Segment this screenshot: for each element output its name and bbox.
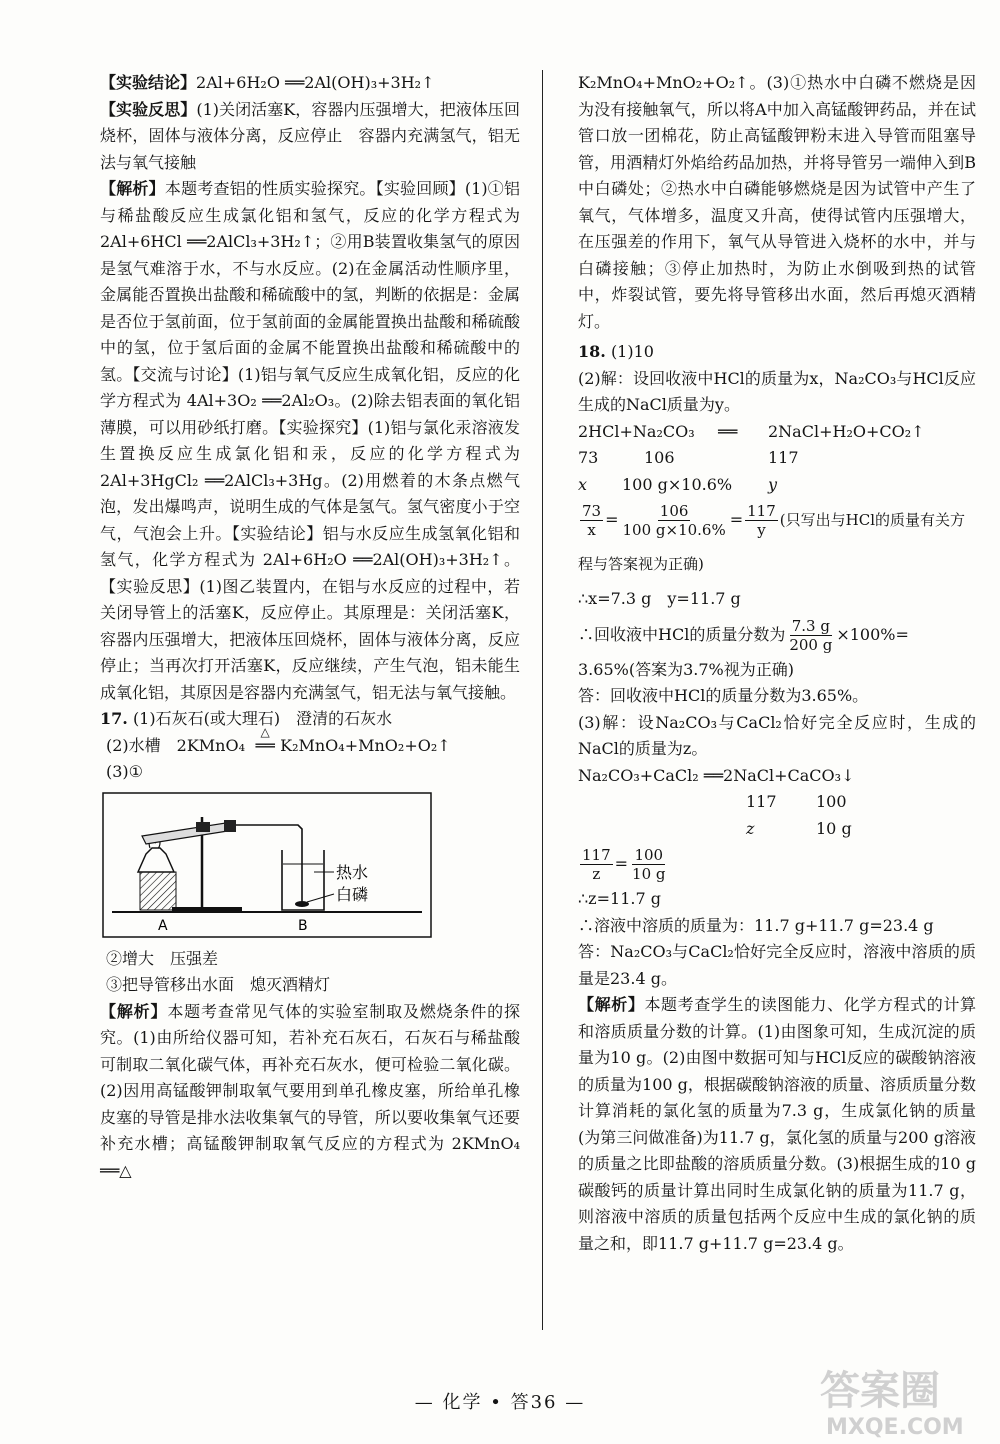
result-x-y: ∴x=7.3 g y=11.7 g bbox=[578, 589, 741, 608]
equation-2-unknowns: z 10 g bbox=[746, 818, 852, 838]
page-footer: — 化学 • 答36 — bbox=[414, 1392, 586, 1413]
q18-part3-setup: (3)解：设Na₂CO₃与CaCl₂恰好完全反应时，生成的NaCl的质量为z。 bbox=[578, 712, 976, 758]
watermark-logo bbox=[812, 1356, 988, 1440]
proportion-1: $\frac{73}{x}$ = $\frac{106}{100 g\times 10.6\%}$ = $\frac{117}{y}$ (只写出与HCl的质量有关方程与答案视为正确) bbox=[578, 502, 965, 573]
equation-1: 2HCl+Na₂CO₃ ══ 2NaCl+H₂O+CO₂↑ bbox=[578, 421, 925, 441]
label-b: B bbox=[298, 917, 308, 934]
q18-part1: 18. (1)10 bbox=[578, 342, 654, 361]
apparatus-figure bbox=[102, 792, 432, 938]
watermark-line2: MXQE.COM bbox=[826, 1415, 964, 1440]
analysis-18: 【解析】本题考查学生的读图能力、化学方程式的计算和溶质质量分数的计算。(1)由图象可知，生成沉淀的质量为10 g。(2)由图中数据可知与HCl反应的碳酸钠溶液的质量为100 g，根据碳酸钠溶液的质量、溶质质量分数计算消耗的氯化氢的质量为7.3 g，生成氯化钠的质量(为第三问做准备)为11.7 g，氯化氢的质量与200 g溶液的质量之比即盐酸的溶质质量分数。(3)根据生成的10 g碳酸钙的质量计算出同时生成氯化钠的质量为11.7 g，则溶液中溶质的质量包括两个反应中生成的氯化钠的质量之和，即11.7 g+11.7 g=23.4 g。 bbox=[578, 995, 976, 1253]
q17-part3-c: ③把导管移出水面 熄灭酒精灯 bbox=[106, 975, 331, 994]
q17-part2: (2)水槽 2KMnO₄ △ ══ K₂MnO₄+MnO₂+O₂↑ bbox=[106, 724, 451, 755]
analysis-17-cont: K₂MnO₄+MnO₂+O₂↑。(3)①热水中白磷不燃烧是因为没有接触氧气，所以将A中加入高锰酸钾药品，并在试管口放一团棉花，防止高锰酸钾粉末进入导管而阻塞导管，用酒精灯外焰给药品加热，并将导管另一端伸入到B中白磷处；②热水中白磷能够燃烧是因为试管中产生了氧气，气体增多，温度又升高，使得试管内压强增大，在压强差的作用下，氧气从导管进入烧杯的水中，并与白磷接触；③停止加热时，为防止水倒吸到热的试管中，炸裂试管，要先将导管移出水面，然后再熄灭酒精灯。 bbox=[578, 73, 976, 331]
equation-1-unknowns: x 100 g×10.6% y bbox=[578, 474, 778, 494]
analysis-16: 【解析】本题考查铝的性质实验探究。【实验回顾】(1)①铝与稀盐酸反应生成氯化铝和氢气，反应的化学方程式为 2Al+6HCl ══2AlCl₃+3H₂↑；②用B装置收集氢气的原因是氢气难溶于水，不与水反应。(2)在金属活动性顺序里，金属能否置换出盐酸和稀硫酸中的氢，判断的依据是：金属是否位于氢前面，位于氢前面的金属能置换出盐酸和稀硫酸中的氢，位于氢后面的金属不能置换出盐酸和稀硫酸中的氢。【交流与讨论】(1)铝与氧气反应生成氧化铝，反应的化学方程式为 4Al+3O₂ ══2Al₂O₃。(2)除去铝表面的氧化铝薄膜，可以用砂纸打磨。【实验探究】(1)铝与氯化汞溶液发生置换反应生成氯化铝和汞，反应的化学方程式为 2Al+3HgCl₂ ══2AlCl₃+3Hg。(2)用燃着的木条点燃气泡，发出爆鸣声，说明生成的气体是氢气。氢气密度小于空气，气泡会上升。【实验结论】铝与水反应生成氢氧化铝和氢气，化学方程式为 2Al+6H₂O ══2Al(OH)₃+3H₂↑。【实验反思】(1)图乙装置内，在铝与水反应的过程中，若关闭导管上的活塞K，反应停止。其原理是：关闭活塞K，容器内压强增大，把液体压回烧杯，固体与液体分离，反应停止；当再次打开活塞K，反应继续，产生气泡，铝未能生成氧化铝，其原因是容器内充满氢气，铝无法与氧气接触。 bbox=[100, 179, 520, 702]
experiment-reflection: 【实验反思】(1)关闭活塞K，容器内压强增大，把液体压回烧杯，固体与液体分离，反应停止 容器内充满氢气，铝无法与氧气接触 bbox=[100, 99, 520, 172]
result-z: ∴z=11.7 g bbox=[578, 889, 661, 908]
q17-part3: (3)① bbox=[106, 762, 144, 781]
result-solute: ∴溶液中溶质的质量为：11.7 g+11.7 g=23.4 g bbox=[578, 915, 934, 935]
equation-1-masses: 73 106 117 bbox=[578, 448, 799, 467]
answer-2: 答：Na₂CO₃与CaCl₂恰好完全反应时，溶液中溶质的质量是23.4 g。 bbox=[578, 942, 976, 988]
q18-part2-setup: (2)解：设回收液中HCl的质量为x，Na₂CO₃与HCl反应生成的NaCl质量为y。 bbox=[578, 368, 976, 414]
equation-2: Na₂CO₃+CaCl₂ ══2NaCl+CaCO₃↓ bbox=[578, 765, 855, 785]
label-a: A bbox=[158, 917, 168, 934]
analysis-17: 【解析】本题考查常见气体的实验室制取及燃烧条件的探究。(1)由所给仪器可知，若补充石灰石，石灰石与稀盐酸可制取二氧化碳气体，再补充石灰水，便可检验二氧化碳。(2)因用高锰酸钾制取氧气要用到单孔橡皮塞，所给单孔橡皮塞的导管是排水法收集氧气的导管，所以要收集氧气还要补充水槽；高锰酸钾制取氧气反应的方程式为 2KMnO₄ ══△ bbox=[100, 1001, 520, 1180]
answer-1: 答：回收液中HCl的质量分数为3.65%。 bbox=[578, 686, 869, 705]
proportion-2: $\frac{117}{z}$ = $\frac{100}{10 g}$ bbox=[582, 846, 666, 883]
hcl-result: 3.65%(答案为3.7%视为正确) bbox=[578, 659, 794, 679]
q17-part3-b: ②增大 压强差 bbox=[106, 948, 219, 968]
column-divider bbox=[542, 70, 543, 1330]
right-column bbox=[578, 70, 976, 1257]
hcl-fraction: ∴回收液中HCl的质量分数为 $\frac{7.3 g}{200 g}$ ×100%= bbox=[578, 616, 909, 654]
equation-2-masses: 117 100 bbox=[746, 792, 847, 811]
white-phosphorus-label: 白磷 bbox=[336, 884, 369, 904]
left-column bbox=[100, 70, 520, 1184]
experiment-conclusion: 【实验结论】2Al+6H₂O ══2Al(OH)₃+3H₂↑ bbox=[100, 73, 435, 92]
watermark-line1: 答案圈 bbox=[820, 1368, 940, 1414]
q17-part1: 17. (1)石灰石(或大理石) 澄清的石灰水 bbox=[100, 709, 393, 728]
hot-water-label: 热水 bbox=[336, 862, 369, 882]
